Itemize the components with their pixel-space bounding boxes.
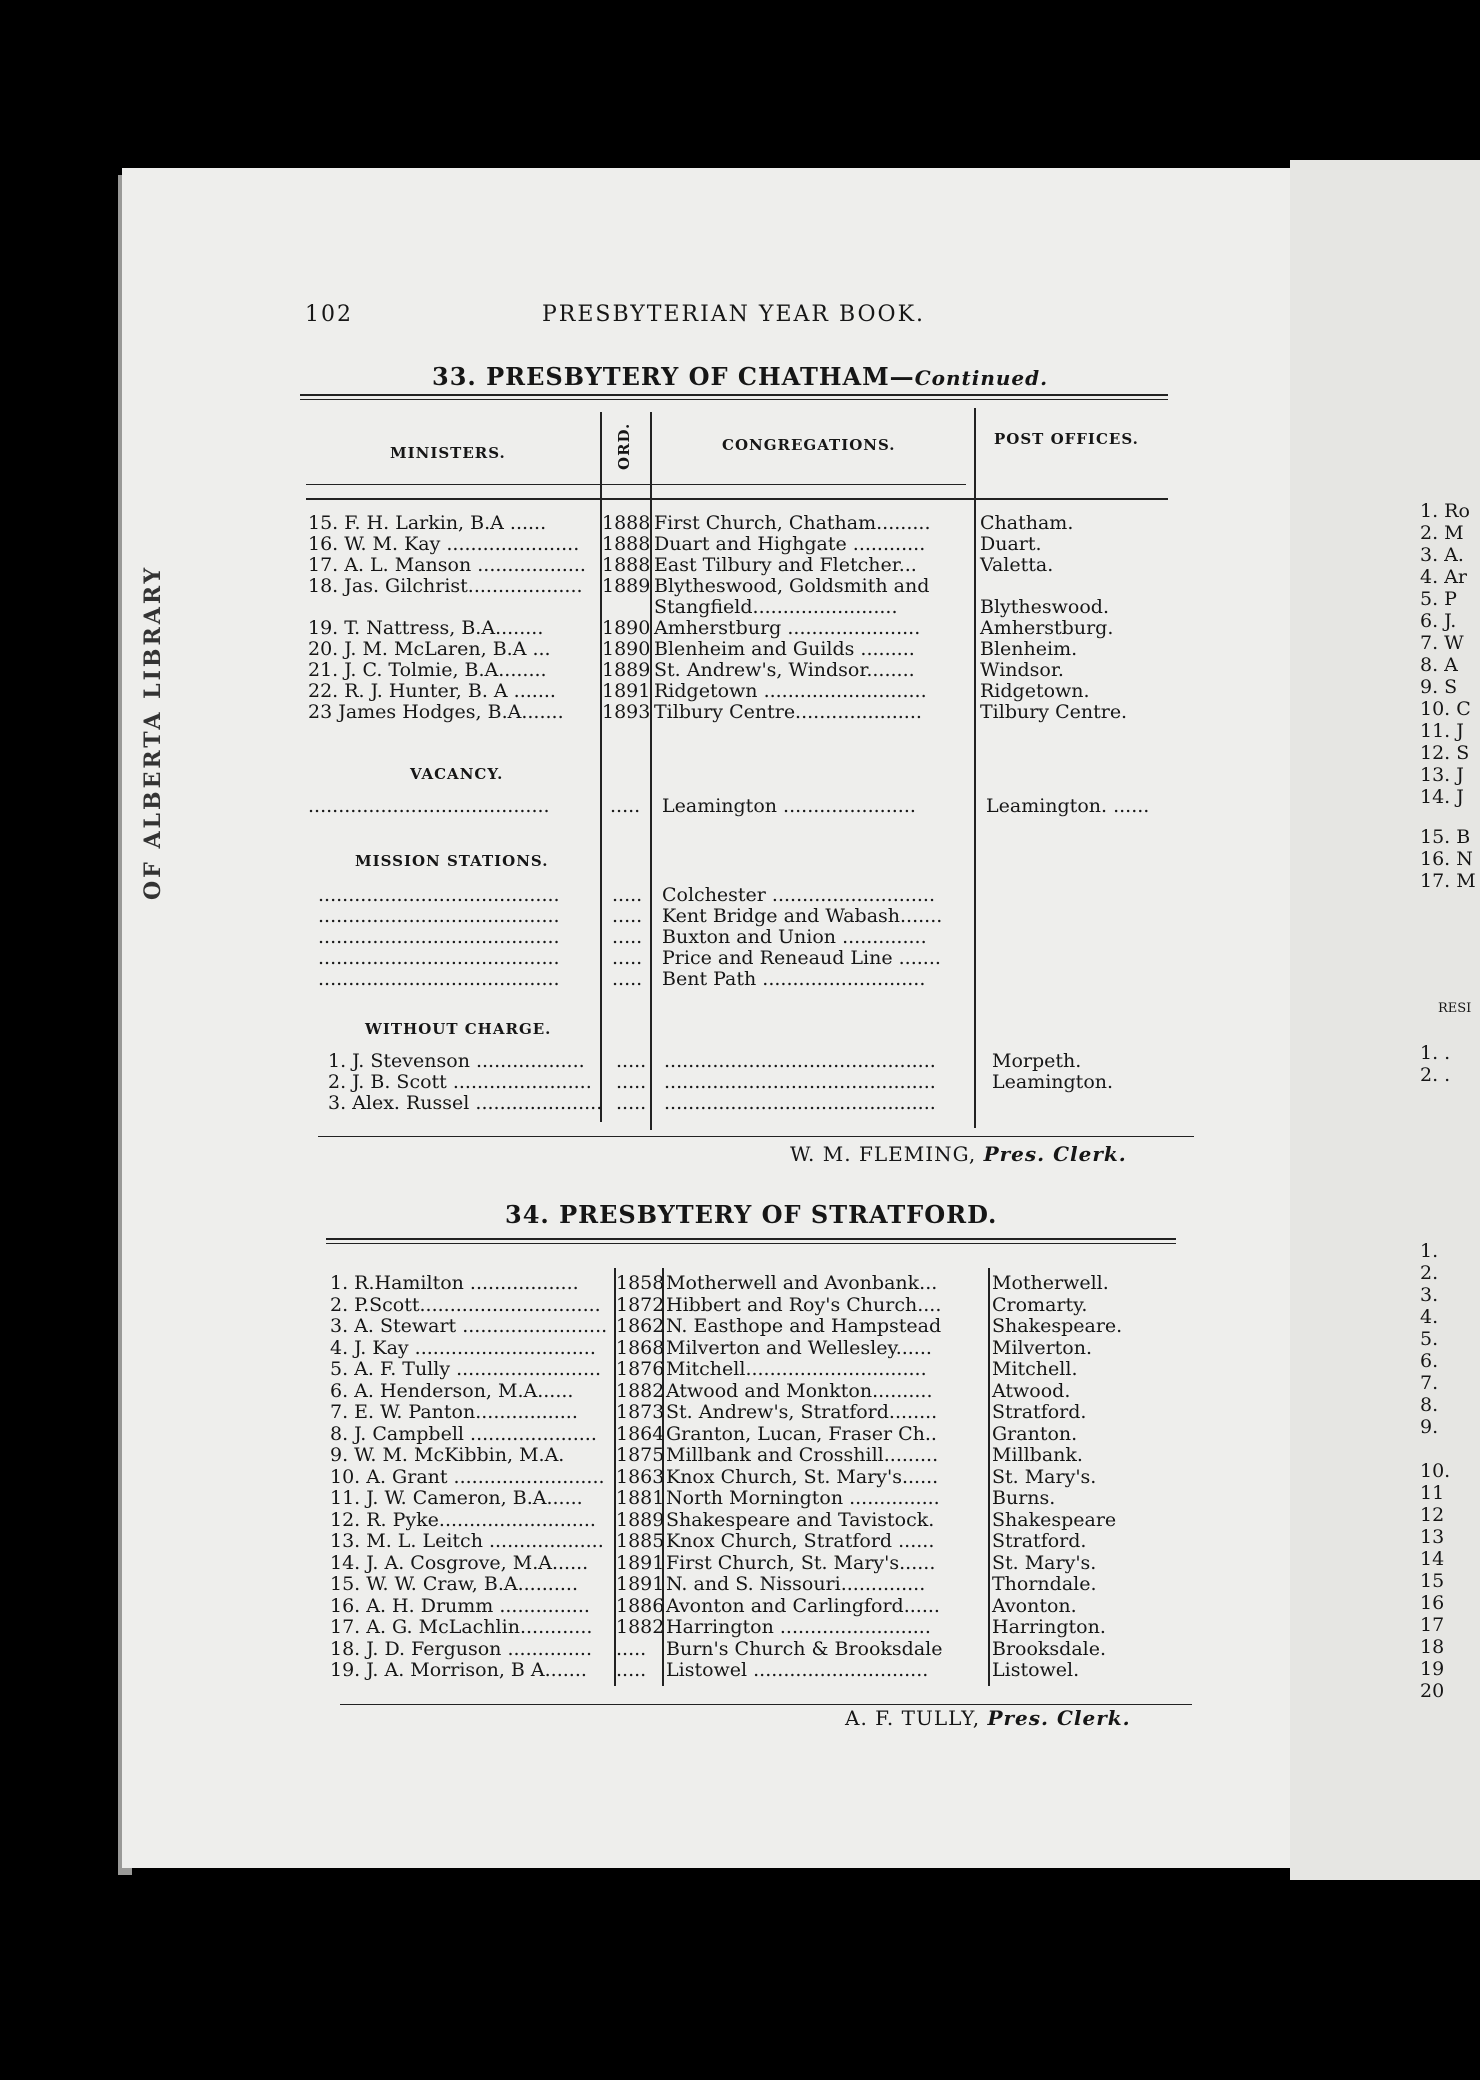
minister-cell: ........................................ xyxy=(318,926,560,948)
minister-cell: ........................................ xyxy=(318,905,560,927)
ord-cell: ..... xyxy=(616,1050,647,1072)
facing-page-fragment: 9. S xyxy=(1420,676,1458,698)
minister-cell: 16. W. M. Kay ...................... xyxy=(308,533,580,555)
facing-page-fragment: RESI xyxy=(1438,1001,1472,1016)
rule xyxy=(340,1704,1192,1705)
congregation-cell: Knox Church, Stratford ...... xyxy=(666,1530,935,1552)
post-cell: Ridgetown. xyxy=(980,680,1090,702)
minister-cell: 17. A. G. McLachlin............ xyxy=(330,1616,593,1638)
ord-cell: ..... xyxy=(612,905,643,927)
col-divider xyxy=(974,408,976,1128)
ord-cell: 1885 xyxy=(616,1530,665,1552)
post-cell: Shakespeare xyxy=(992,1508,1117,1531)
congregation-cell: Kent Bridge and Wabash....... xyxy=(662,905,943,927)
minister-cell: 2. P.Scott.............................. xyxy=(330,1293,601,1316)
post-cell: Duart. xyxy=(980,533,1042,555)
facing-page-fragment: 13 xyxy=(1420,1526,1445,1548)
congregation-cell: Motherwell and Avonbank... xyxy=(666,1272,938,1294)
congregation-cell: N. Easthope and Hampstead xyxy=(666,1315,942,1337)
post-cell: Avonton. xyxy=(992,1594,1077,1617)
col-divider xyxy=(988,1268,990,1686)
ord-cell: 1888 xyxy=(602,512,651,534)
vacancy-label: VACANCY. xyxy=(410,765,504,783)
post-cell: St. Mary's. xyxy=(992,1551,1097,1574)
ord-cell: 1891 xyxy=(602,680,651,702)
congregation-cell: Buxton and Union .............. xyxy=(662,926,927,948)
facing-page-fragment: 11. J xyxy=(1420,720,1464,742)
facing-page-fragment: 17. M xyxy=(1420,870,1476,892)
congregation-cell: Harrington ......................... xyxy=(666,1616,931,1638)
ord-cell: 1890 xyxy=(602,638,651,660)
minister-cell: 3. Alex. Russel ..................... xyxy=(328,1092,603,1114)
ord-cell: 1886 xyxy=(616,1594,665,1617)
rule xyxy=(326,1238,1176,1240)
minister-cell: 18. J. D. Ferguson .............. xyxy=(330,1637,593,1660)
facing-page-fragment: 6. xyxy=(1420,1350,1439,1372)
post-cell: Morpeth. xyxy=(992,1050,1082,1072)
minister-cell: 20. J. M. McLaren, B.A ... xyxy=(308,638,551,660)
ord-cell: 1882 xyxy=(616,1379,665,1402)
minister-cell: ........................................ xyxy=(318,884,560,906)
post-cell: Valetta. xyxy=(980,554,1054,576)
section-title-text: 33. PRESBYTERY OF CHATHAM— xyxy=(432,362,915,391)
post-cell: Shakespeare. xyxy=(992,1315,1123,1337)
post-cell: Chatham. xyxy=(980,512,1074,534)
ord-cell: ..... xyxy=(612,968,643,990)
facing-page-fragment: 9. xyxy=(1420,1416,1439,1438)
clerk-name: A. F. TULLY, xyxy=(845,1706,981,1730)
post-cell: Millbank. xyxy=(992,1444,1083,1466)
congregation-cell: Avonton and Carlingford...... xyxy=(666,1594,940,1617)
minister-cell: 6. A. Henderson, M.A...... xyxy=(330,1379,574,1402)
post-cell: Blytheswood. xyxy=(980,596,1109,618)
minister-cell: 15. F. H. Larkin, B.A ...... xyxy=(308,512,547,534)
facing-page-fragment: 3. A. xyxy=(1420,544,1464,566)
minister-cell: 5. A. F. Tully ........................ xyxy=(330,1358,602,1380)
facing-page-fragment: 16. N xyxy=(1420,848,1473,870)
post-cell: Milverton. xyxy=(992,1336,1093,1359)
facing-page xyxy=(1290,160,1480,1880)
post-cell: Stratford. xyxy=(992,1401,1087,1423)
ord-cell: 1893 xyxy=(602,701,651,723)
col-header-congregations: CONGREGATIONS. xyxy=(722,436,896,454)
col-header-ord: ORD. xyxy=(615,422,633,470)
post-cell: Amherstburg. xyxy=(980,617,1114,639)
congregation-cell: Ridgetown ........................... xyxy=(654,680,927,702)
without-charge-label: WITHOUT CHARGE. xyxy=(365,1020,552,1038)
post-cell: Burns. xyxy=(992,1487,1056,1509)
minister-cell: 12. R. Pyke.......................... xyxy=(330,1508,596,1531)
facing-page-fragment: 6. J. xyxy=(1420,610,1457,632)
minister-cell: 9. W. M. McKibbin, M.A. xyxy=(330,1444,565,1466)
ord-cell: 1862 xyxy=(616,1315,665,1337)
congregation-cell: ............................................. xyxy=(664,1050,936,1072)
ord-cell: ..... xyxy=(616,1071,647,1093)
ord-cell: 1864 xyxy=(616,1422,665,1445)
ord-cell: 1875 xyxy=(616,1444,665,1466)
congregation-cell: Granton, Lucan, Fraser Ch.. xyxy=(666,1422,937,1445)
rule xyxy=(318,1136,1194,1137)
congregation-cell: St. Andrew's, Stratford........ xyxy=(666,1401,938,1423)
post-cell: Leamington. ...... xyxy=(986,795,1150,817)
ord-cell: 1868 xyxy=(616,1336,665,1359)
ord-cell: 1873 xyxy=(616,1401,665,1423)
facing-page-fragment: 1. . xyxy=(1420,1042,1451,1064)
congregation-cell: Price and Reneaud Line ....... xyxy=(662,947,941,969)
mission-label: MISSION STATIONS. xyxy=(355,852,549,870)
congregation-cell: Leamington ...................... xyxy=(662,795,916,817)
ord-cell: 1882 xyxy=(616,1616,665,1638)
minister-cell: 16. A. H. Drumm ............... xyxy=(330,1594,590,1617)
facing-page-fragment: 12 xyxy=(1420,1504,1445,1526)
congregation-cell: Blytheswood, Goldsmith and xyxy=(654,575,930,597)
minister-cell: 23 James Hodges, B.A....... xyxy=(308,701,564,723)
facing-page-fragment: 20 xyxy=(1420,1680,1445,1702)
minister-cell: 19. J. A. Morrison, B A....... xyxy=(330,1659,587,1681)
congregation-cell: Milverton and Wellesley...... xyxy=(666,1336,932,1359)
col-header-post-offices: POST OFFICES. xyxy=(994,430,1139,448)
ord-cell: 1858 xyxy=(616,1272,665,1294)
ord-cell: 1872 xyxy=(616,1293,665,1316)
congregation-cell: Millbank and Crosshill......... xyxy=(666,1444,939,1466)
minister-cell: 1. J. Stevenson .................. xyxy=(328,1050,585,1072)
rule xyxy=(306,484,966,485)
facing-page-fragment: 8. A xyxy=(1420,654,1458,676)
facing-page-fragment: 14 xyxy=(1420,1548,1445,1570)
congregation-cell: First Church, Chatham......... xyxy=(654,512,931,534)
col-header-ministers: MINISTERS. xyxy=(390,444,506,462)
facing-page-fragment: 7. W xyxy=(1420,632,1464,654)
congregation-cell: Mitchell.............................. xyxy=(666,1358,927,1380)
minister-cell: 22. R. J. Hunter, B. A ....... xyxy=(308,680,556,702)
congregation-cell: First Church, St. Mary's...... xyxy=(666,1551,936,1574)
ord-cell: ..... xyxy=(612,884,643,906)
minister-cell: 13. M. L. Leitch ................... xyxy=(330,1530,604,1552)
minister-cell: 14. J. A. Cosgrove, M.A...... xyxy=(330,1551,589,1574)
ord-cell: ..... xyxy=(612,947,643,969)
congregation-cell: N. and S. Nissouri.............. xyxy=(666,1573,926,1595)
congregation-cell: Atwood and Monkton.......... xyxy=(666,1379,933,1402)
minister-cell: 2. J. B. Scott ....................... xyxy=(328,1071,592,1093)
post-cell: Atwood. xyxy=(992,1379,1071,1402)
facing-page-fragment: 2. xyxy=(1420,1262,1439,1284)
library-stamp: OF ALBERTA LIBRARY xyxy=(140,564,166,900)
congregation-cell: ............................................. xyxy=(664,1071,936,1093)
minister-cell: 1. R.Hamilton .................. xyxy=(330,1272,579,1294)
congregation-cell: North Mornington ............... xyxy=(666,1487,940,1509)
facing-page-fragment: 2. M xyxy=(1420,522,1464,544)
post-cell: Thorndale. xyxy=(992,1573,1097,1595)
congregation-cell: Knox Church, St. Mary's...... xyxy=(666,1465,939,1488)
ord-cell: ..... xyxy=(612,926,643,948)
facing-page-fragment: 4. Ar xyxy=(1420,566,1467,588)
section-title-stratford: 34. PRESBYTERY OF STRATFORD. xyxy=(505,1200,998,1229)
ord-cell: 1881 xyxy=(616,1487,665,1509)
facing-page-fragment: 18 xyxy=(1420,1636,1445,1658)
facing-page-fragment: 4. xyxy=(1420,1306,1439,1328)
ord-cell: ..... xyxy=(616,1637,647,1660)
facing-page-fragment: 15. B xyxy=(1420,826,1471,848)
facing-page-fragment: 10. C xyxy=(1420,698,1471,720)
congregation-cell: Burn's Church & Brooksdale xyxy=(666,1637,943,1660)
ord-cell: ..... xyxy=(616,1659,647,1681)
section-title-chatham xyxy=(432,362,1048,391)
rule xyxy=(326,1243,1176,1244)
facing-page-fragment: 10. xyxy=(1420,1460,1451,1482)
facing-page-fragment: 16 xyxy=(1420,1592,1445,1614)
post-cell: Brooksdale. xyxy=(992,1637,1107,1660)
ord-cell: ..... xyxy=(616,1092,647,1114)
congregation-cell: Amherstburg ...................... xyxy=(654,617,921,639)
ord-cell: 1876 xyxy=(616,1358,665,1380)
facing-page-fragment: 17 xyxy=(1420,1614,1445,1636)
page-number: 102 xyxy=(305,302,353,327)
clerk-name: W. M. FLEMING, xyxy=(790,1142,977,1166)
congregation-cell: Bent Path ........................... xyxy=(662,968,926,990)
facing-page-fragment: 7. xyxy=(1420,1372,1439,1394)
minister-cell: 11. J. W. Cameron, B.A...... xyxy=(330,1487,583,1509)
ord-cell: 1889 xyxy=(602,659,651,681)
chatham-clerk xyxy=(790,1142,1127,1166)
facing-page-fragment: 5. xyxy=(1420,1328,1439,1350)
section-title-suffix: Continued. xyxy=(914,366,1049,390)
facing-page-fragment: 1. Ro xyxy=(1420,500,1470,522)
post-cell: Windsor. xyxy=(980,659,1064,681)
congregation-cell: Shakespeare and Tavistock. xyxy=(666,1508,935,1531)
congregation-cell: Tilbury Centre..................... xyxy=(654,701,922,723)
ord-cell: 1891 xyxy=(616,1551,665,1574)
facing-page-fragment: 19 xyxy=(1420,1658,1445,1680)
ord-cell: ..... xyxy=(610,795,641,817)
post-cell: St. Mary's. xyxy=(992,1465,1097,1488)
congregation-cell: East Tilbury and Fletcher... xyxy=(654,554,917,576)
ord-cell: 1891 xyxy=(616,1573,665,1595)
ord-cell: 1890 xyxy=(602,617,651,639)
facing-page-fragment: 12. S xyxy=(1420,742,1470,764)
minister-cell: 18. Jas. Gilchrist................... xyxy=(308,575,583,597)
post-cell: Tilbury Centre. xyxy=(980,701,1128,723)
congregation-cell: ............................................. xyxy=(664,1092,936,1114)
minister-cell: ........................................ xyxy=(308,795,550,817)
minister-cell: 8. J. Campbell ..................... xyxy=(330,1422,597,1445)
post-cell: Granton. xyxy=(992,1422,1078,1445)
facing-page-fragment: 2. . xyxy=(1420,1064,1451,1086)
minister-cell: 3. A. Stewart ........................ xyxy=(330,1315,608,1337)
ord-cell: 1889 xyxy=(616,1508,665,1531)
minister-cell: ........................................ xyxy=(318,968,560,990)
clerk-title: Pres. Clerk. xyxy=(987,1706,1131,1730)
minister-cell: 4. J. Kay .............................. xyxy=(330,1336,596,1359)
clerk-title: Pres. Clerk. xyxy=(983,1142,1127,1166)
congregation-cell: Duart and Highgate ............ xyxy=(654,533,926,555)
congregation-cell: Colchester ........................... xyxy=(662,884,935,906)
rule xyxy=(306,498,1168,500)
facing-page-fragment: 3. xyxy=(1420,1284,1439,1306)
ord-cell: 1888 xyxy=(602,533,651,555)
facing-page-fragment: 8. xyxy=(1420,1394,1439,1416)
post-cell: Cromarty. xyxy=(992,1293,1088,1316)
post-cell: Listowel. xyxy=(992,1659,1080,1681)
congregation-cell: Stangfield........................ xyxy=(654,596,898,618)
running-head: PRESBYTERIAN YEAR BOOK. xyxy=(542,302,926,327)
facing-page-fragment: 5. P xyxy=(1420,588,1457,610)
congregation-cell: Blenheim and Guilds ......... xyxy=(654,638,915,660)
minister-cell: ........................................ xyxy=(318,947,560,969)
minister-cell: 17. A. L. Manson .................. xyxy=(308,554,586,576)
congregation-cell: Listowel ............................. xyxy=(666,1659,929,1681)
facing-page-fragment: 14. J xyxy=(1420,786,1464,808)
facing-page-fragment: 13. J xyxy=(1420,764,1464,786)
rule xyxy=(300,399,1168,400)
post-cell: Leamington. xyxy=(992,1071,1114,1093)
facing-page-fragment: 1. xyxy=(1420,1240,1439,1262)
minister-cell: 21. J. C. Tolmie, B.A........ xyxy=(308,659,547,681)
post-cell: Stratford. xyxy=(992,1530,1087,1552)
ord-cell: 1889 xyxy=(602,575,651,597)
minister-cell: 10. A. Grant ......................... xyxy=(330,1465,605,1488)
post-cell: Harrington. xyxy=(992,1616,1106,1638)
minister-cell: 7. E. W. Panton................. xyxy=(330,1401,578,1423)
post-cell: Blenheim. xyxy=(980,638,1078,660)
rule xyxy=(300,394,1168,396)
congregation-cell: Hibbert and Roy's Church.... xyxy=(666,1293,942,1316)
minister-cell: 19. T. Nattress, B.A........ xyxy=(308,617,544,639)
ord-cell: 1888 xyxy=(602,554,651,576)
post-cell: Motherwell. xyxy=(992,1272,1109,1294)
facing-page-fragment: 11 xyxy=(1420,1482,1445,1504)
ord-cell: 1863 xyxy=(616,1465,665,1488)
stratford-clerk xyxy=(845,1706,1131,1730)
facing-page-fragment: 15 xyxy=(1420,1570,1445,1592)
minister-cell: 15. W. W. Craw, B.A.......... xyxy=(330,1573,578,1595)
post-cell: Mitchell. xyxy=(992,1358,1078,1380)
congregation-cell: St. Andrew's, Windsor........ xyxy=(654,659,915,681)
